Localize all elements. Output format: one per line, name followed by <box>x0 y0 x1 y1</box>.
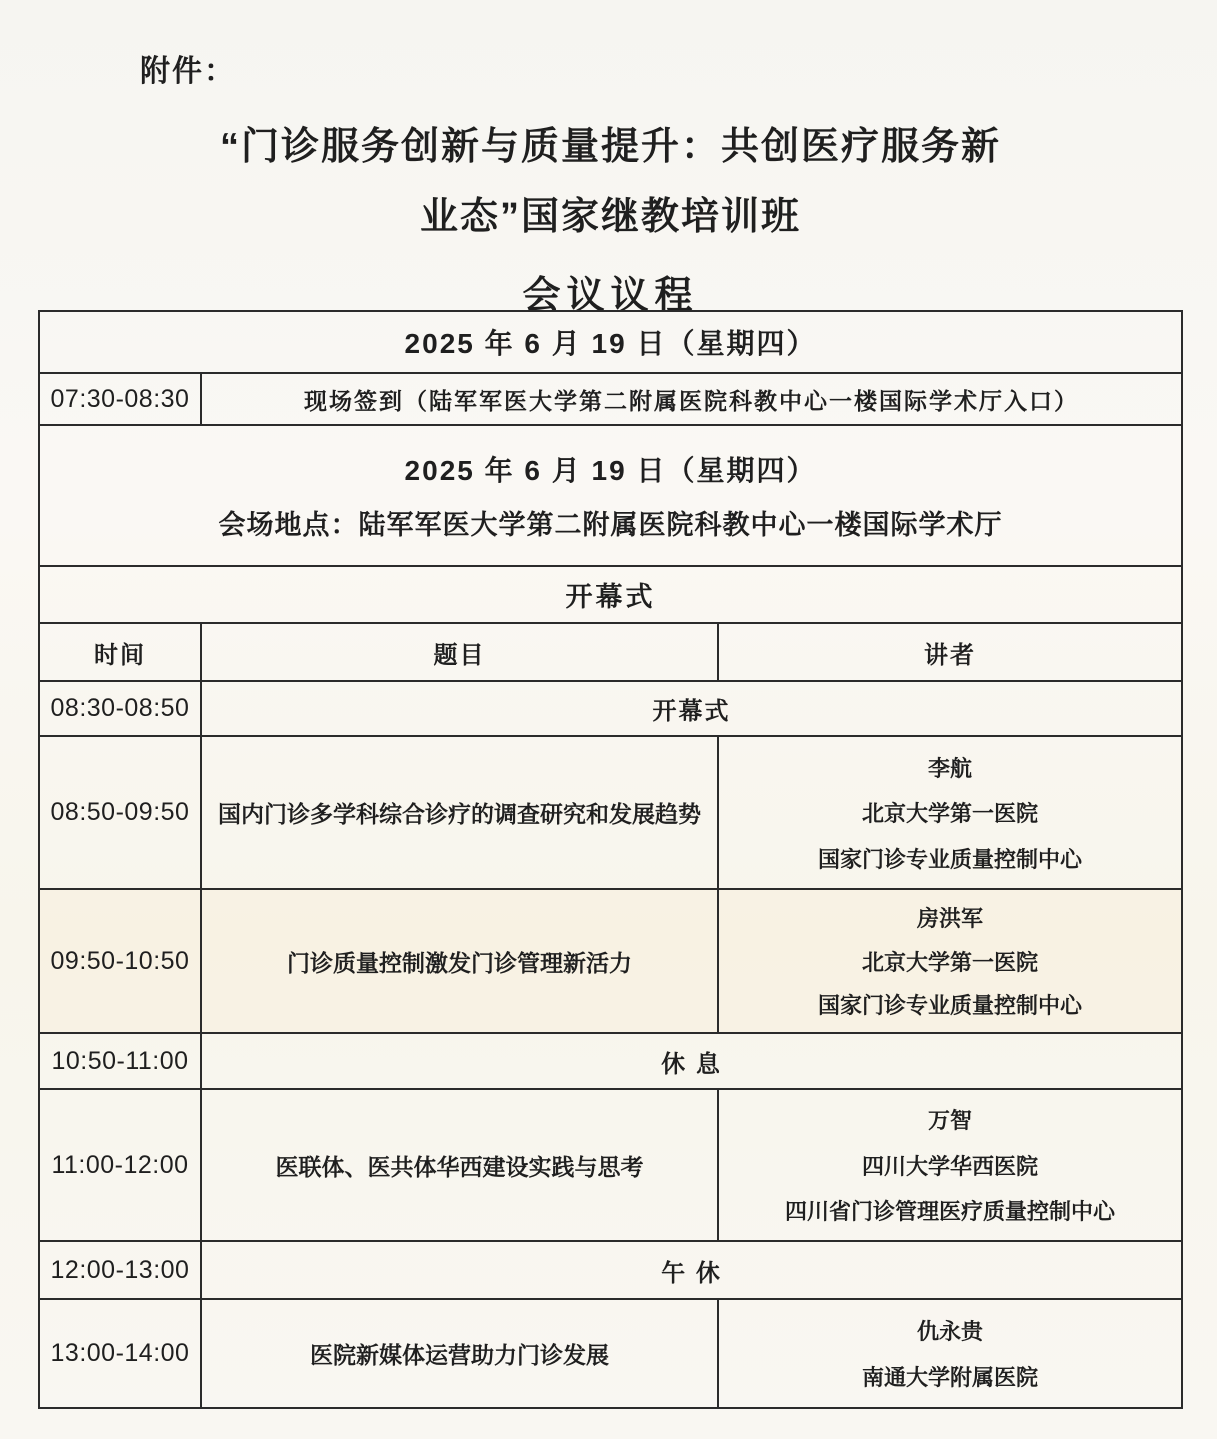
row-speaker <box>719 890 1181 1032</box>
row-merged-text: 休 息 <box>661 1050 722 1078</box>
speaker-name: 房洪军 <box>916 906 983 932</box>
row-speaker <box>719 1300 1181 1407</box>
row-time: 09:50-10:50 <box>40 890 202 1032</box>
speaker-name: 仇永贵 <box>916 1319 983 1344</box>
venue-cell <box>40 426 1181 565</box>
document-title <box>38 112 1183 252</box>
speaker-affiliation: 南通大学附属医院 <box>861 1365 1038 1390</box>
date-header-1: 2025 年 6 月 19 日（星期四） <box>404 328 817 359</box>
section-header: 开幕式 <box>565 582 656 612</box>
speaker-name: 万智 <box>927 1108 972 1134</box>
signin-time: 07:30-08:30 <box>40 374 202 424</box>
row-time: 13:00-14:00 <box>40 1300 202 1407</box>
venue-location: 会场地点：陆军军医大学第二附属医院科教中心一楼国际学术厅 <box>218 509 1003 540</box>
row-merged-text: 午 休 <box>661 1259 722 1287</box>
row-time: 08:50-09:50 <box>40 737 202 888</box>
speaker-affiliation: 国家门诊专业质量控制中心 <box>817 992 1082 1018</box>
row-topic: 国内门诊多学科综合诊疗的调查研究和发展趋势 <box>202 737 719 888</box>
table-row-opening <box>40 680 1181 735</box>
row-time: 11:00-12:00 <box>40 1090 202 1240</box>
column-header-topic: 题目 <box>202 624 719 680</box>
row-merged-text: 开幕式 <box>652 698 731 725</box>
speaker-affiliation: 国家门诊专业质量控制中心 <box>817 846 1082 872</box>
row-time: 12:00-13:00 <box>40 1242 202 1298</box>
document-title-line2: 业态”国家继教培训班 <box>419 196 801 238</box>
table-row-break <box>40 1032 1181 1088</box>
row-topic: 医联体、医共体华西建设实践与思考 <box>202 1090 719 1240</box>
document-header <box>38 0 1183 319</box>
table-row-talk <box>40 1088 1181 1240</box>
table-row-lunch <box>40 1240 1181 1298</box>
speaker-affiliation: 四川大学华西医院 <box>861 1153 1038 1179</box>
row-time: 10:50-11:00 <box>40 1034 202 1088</box>
table-row-talk <box>40 735 1181 888</box>
speaker-affiliation: 北京大学第一医院 <box>861 949 1038 975</box>
row-topic: 门诊质量控制激发门诊管理新活力 <box>202 890 719 1032</box>
table-row-talk <box>40 1298 1181 1407</box>
agenda-title: 会议议程 <box>522 275 699 317</box>
table-row-venue <box>40 424 1181 565</box>
table-row-section-header <box>40 565 1181 622</box>
column-header-speaker: 讲者 <box>924 641 976 669</box>
row-speaker <box>719 737 1181 888</box>
table-row-talk <box>40 888 1181 1032</box>
table-row-date-header <box>40 312 1181 372</box>
table-row-column-headers <box>40 622 1181 680</box>
agenda-table <box>38 310 1183 1409</box>
row-topic: 医院新媒体运营助力门诊发展 <box>202 1300 719 1407</box>
row-speaker <box>719 1090 1181 1240</box>
signin-text: 现场签到（陆军军医大学第二附属医院科教中心一楼国际学术厅入口） <box>304 387 1079 414</box>
document-title-line1: “门诊服务创新与质量提升：共创医疗服务新 <box>219 126 1001 168</box>
row-time: 08:30-08:50 <box>40 682 202 735</box>
attachment-label: 附件： <box>140 55 236 88</box>
speaker-name: 李航 <box>927 755 972 781</box>
table-row-signin <box>40 372 1181 424</box>
date-header-2: 2025 年 6 月 19 日（星期四） <box>404 455 817 487</box>
speaker-affiliation: 四川省门诊管理医疗质量控制中心 <box>784 1198 1115 1224</box>
column-header-time: 时间 <box>40 624 202 680</box>
speaker-affiliation: 北京大学第一医院 <box>861 801 1038 826</box>
